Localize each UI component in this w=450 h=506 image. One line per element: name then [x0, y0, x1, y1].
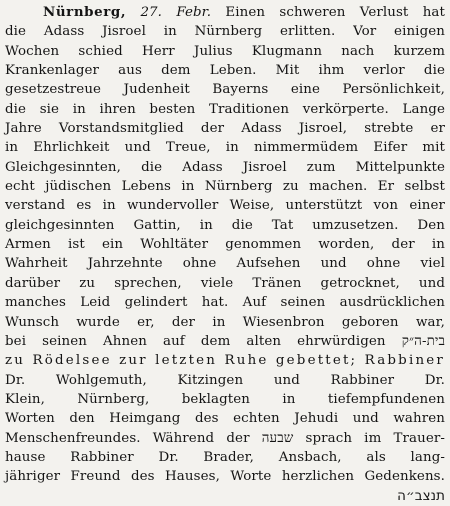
article-line-4: Krankenlager aus dem Leben. Mit ihm verlor die	[5, 63, 445, 79]
article-line-23: Menschenfreundes. Während der שבעה sprach im Trauer-	[5, 430, 445, 446]
article-line-9: Gleichgesinnten, die Adass Jisroel zum Mittelpunkte	[5, 159, 445, 175]
article-line-1-text: Einen schweren Verlust hat	[211, 5, 445, 20]
article-line-11: verstand es in wundervoller Weise, unterstützt von einer	[5, 198, 445, 214]
dateline: Nürnberg,	[43, 4, 127, 20]
article-line-25: jähriger Freund des Hauses, Worte herzlichen Gedenkens.	[5, 469, 445, 485]
article-line-1	[5, 3, 445, 22]
article-line-14: Wahrheit Jahrzehnte ohne Aufsehen und ohne viel	[5, 256, 445, 272]
article-line-18: bei seinen Ahnen auf dem alten ehrwürdigen בית-ה״ק	[5, 333, 445, 349]
article-line-22: Worten den Heimgang des echten Jehudi und wahren	[5, 411, 445, 427]
article-line-15: darüber zu sprechen, viele Tränen getrocknet, und	[5, 275, 445, 291]
article-line-12: gleichgesinnten Gattin, in die Tat umzusetzen. Den	[5, 217, 445, 233]
article-line-8: in Ehrlichkeit und Treue, in nimmermüdem Eifer mit	[5, 140, 445, 156]
article-date: 27. Febr.	[140, 5, 212, 20]
closing-abbreviation: תנצב״ה	[397, 488, 445, 504]
article-line-10: echt jüdischen Lebens in Nürnberg zu machen. Er selbst	[5, 179, 445, 195]
article-line-24: hause Rabbiner Dr. Brader, Ansbach, als lang-	[5, 449, 445, 465]
article-line-16: manches Leid gelindert hat. Auf seinen ausdrücklichen	[5, 295, 445, 311]
article-line-2: die Adass Jisroel in Nürnberg erlitten. Vor einigen	[5, 24, 445, 40]
article-line-5: gesetzestreue Judenheit Bayerns eine Persönlichkeit,	[5, 82, 445, 98]
article-line-19: zu Rödelsee zur letzten Ruhe gebettet; Rabbiner	[5, 353, 445, 369]
article-line-21: Klein, Nürnberg, beklagten in tiefempfundenen	[5, 391, 445, 407]
article-line-6: die sie in ihren besten Traditionen verkörperte. Lange	[5, 101, 445, 117]
article-line-13: Armen ist ein Wohltäter genommen worden, der in	[5, 237, 445, 253]
article-line-17: Wunsch wurde er, der in Wiesenbron geboren war,	[5, 314, 445, 330]
article-line-3: Wochen schied Herr Julius Klugmann nach kurzem	[5, 43, 445, 59]
article-line-20: Dr. Wohlgemuth, Kitzingen und Rabbiner Dr.	[5, 372, 445, 388]
article-line-7: Jahre Vorstandsmitglied der Adass Jisroel, strebte er	[5, 121, 445, 137]
